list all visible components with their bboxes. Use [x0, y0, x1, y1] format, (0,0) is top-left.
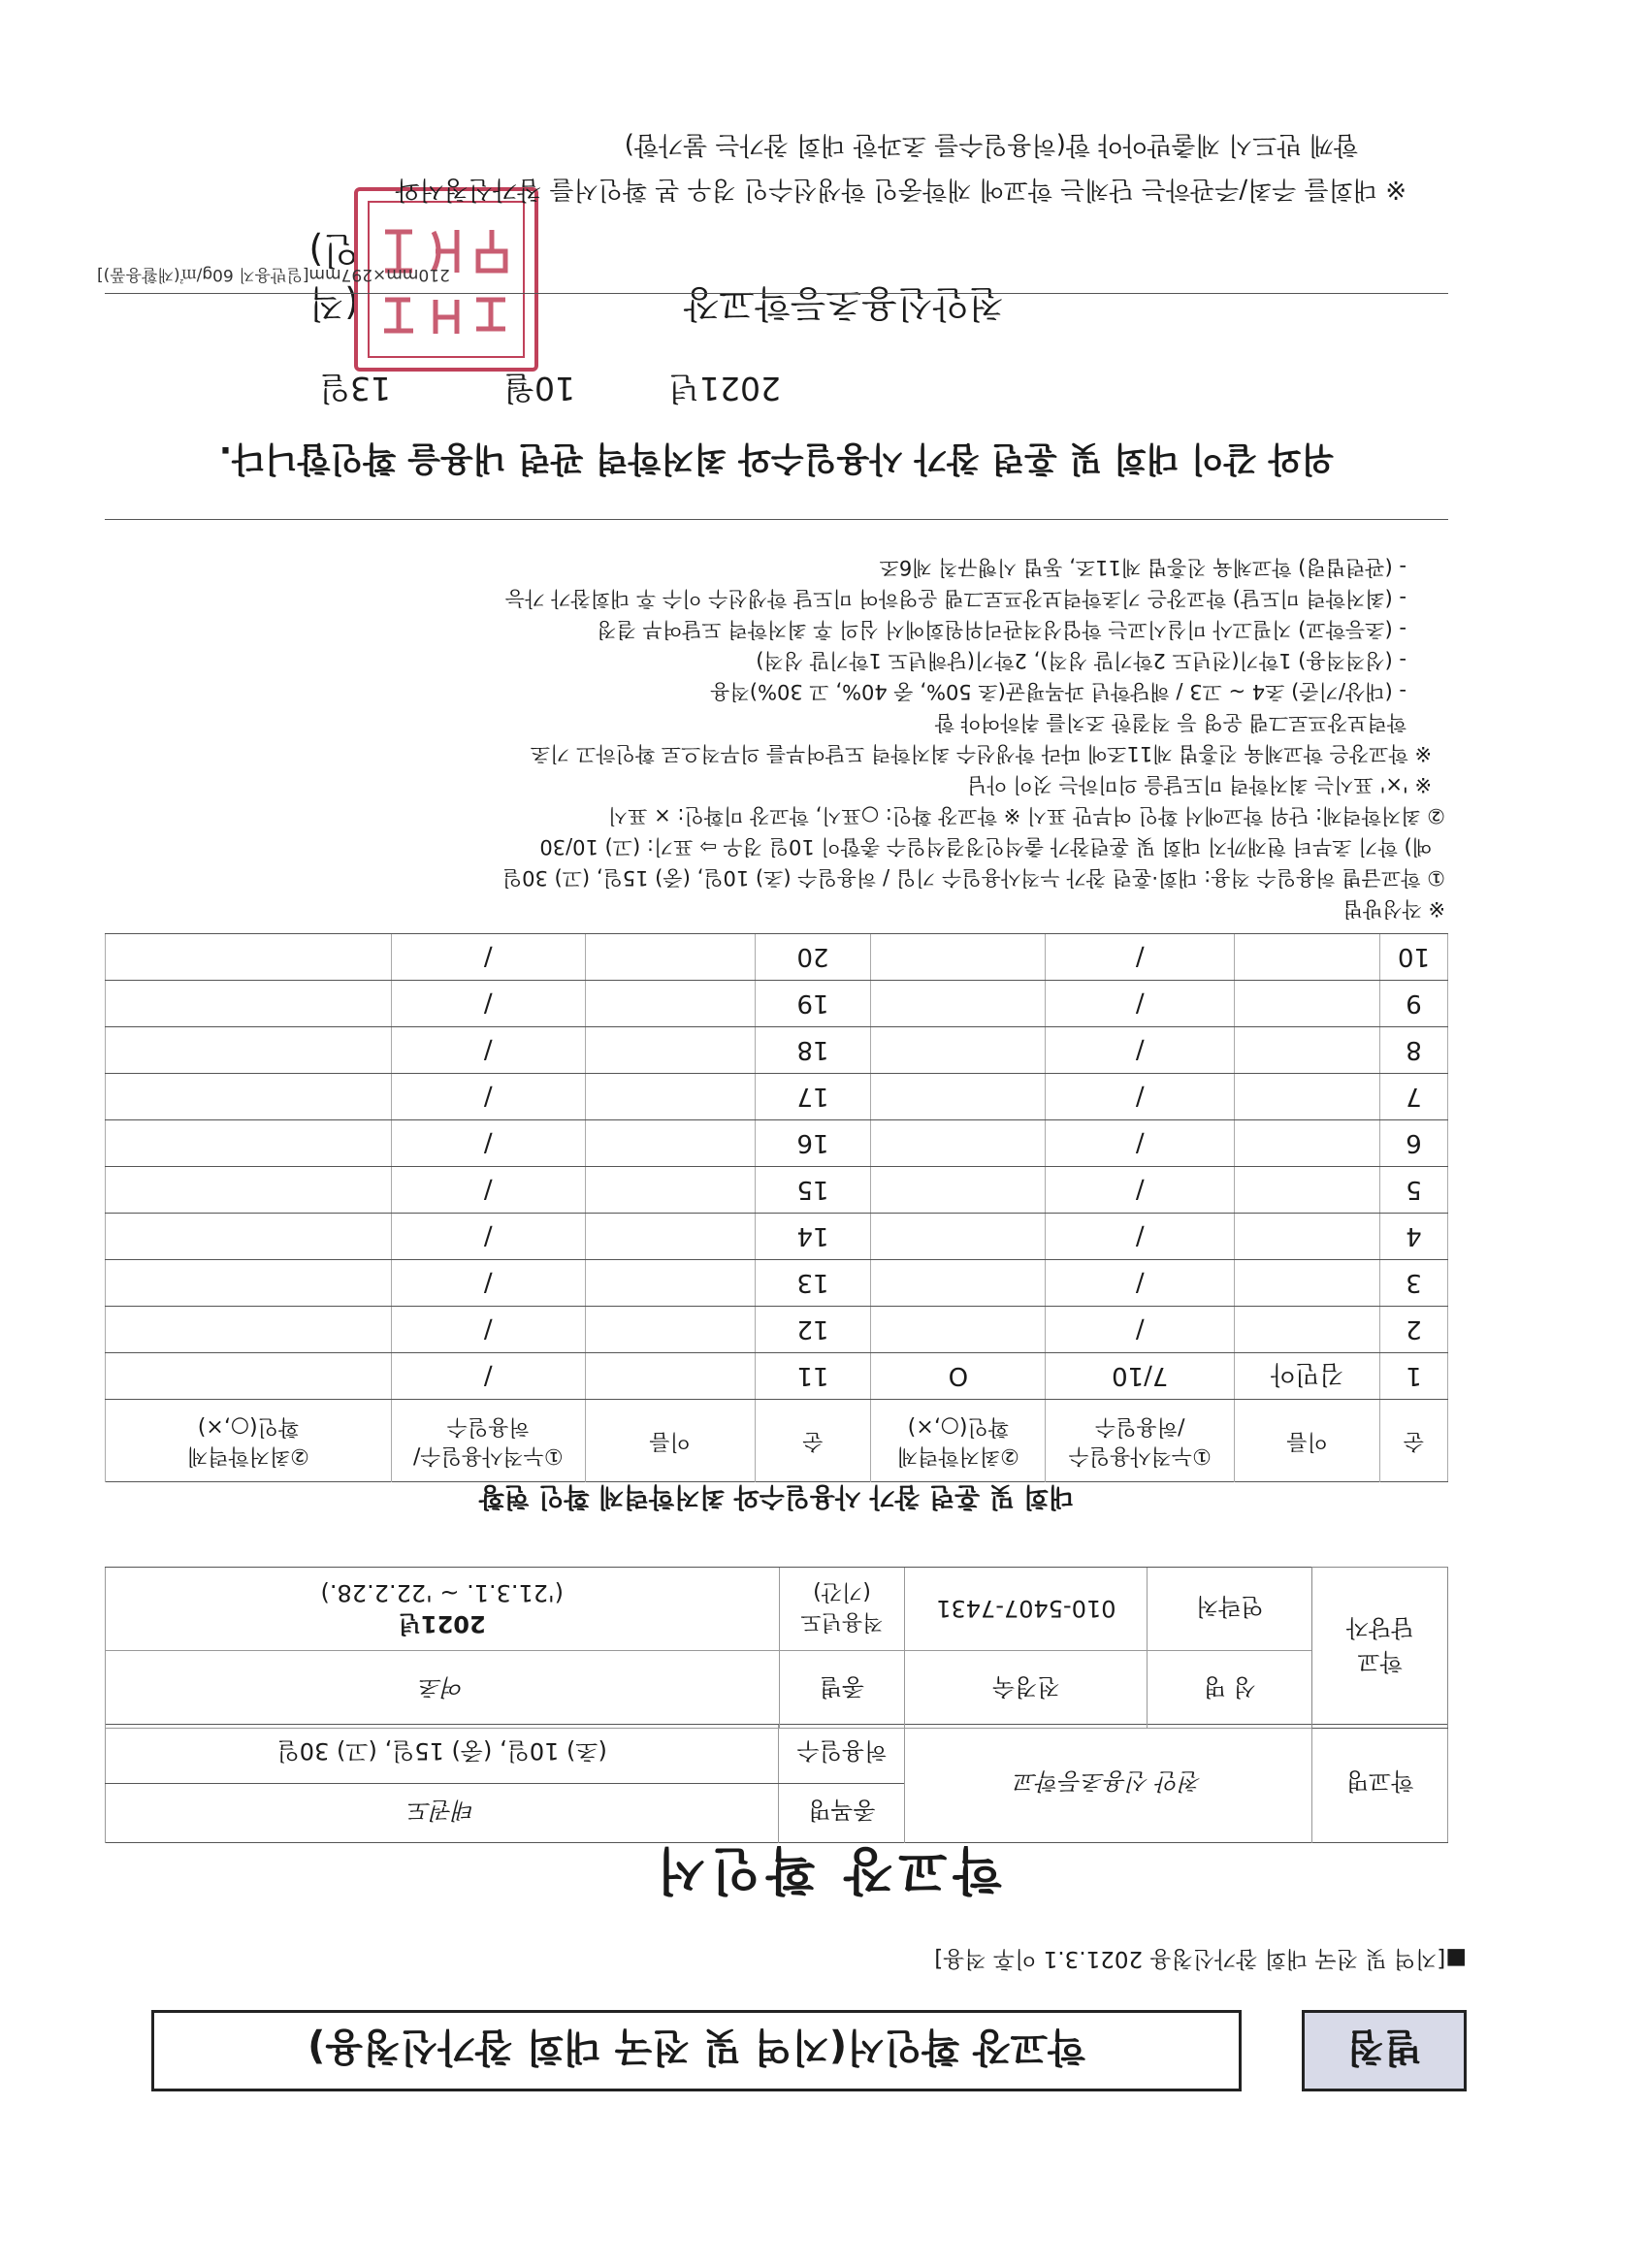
note-5: - (대상/기준) 초4 ~ 고3 / 해당학년 과목평균(초 50%, 중 40%, 고 30%)적용	[710, 680, 1406, 703]
contact-value: 010-5407-7431	[905, 1568, 1148, 1651]
table-cell: /	[1046, 1260, 1235, 1307]
table-cell	[1235, 981, 1380, 1027]
table-cell	[1235, 1167, 1380, 1214]
table-cell: /	[1046, 1120, 1235, 1167]
table-row	[106, 981, 1448, 1027]
divider	[105, 519, 1448, 520]
table-row	[106, 1027, 1448, 1074]
table-cell: 16	[755, 1120, 871, 1167]
table-cell: /	[1046, 1214, 1235, 1260]
column-header: ②최저학력제 확인(○,×)	[871, 1400, 1046, 1482]
event-value: 태권도	[106, 1784, 780, 1843]
allowed-days-value: (초) 10일, (중) 15일, (고) 30일	[106, 1725, 780, 1784]
grade-value: 여초	[106, 1651, 780, 1729]
table-cell	[871, 1167, 1046, 1214]
table-cell: /	[1046, 1027, 1235, 1074]
table-cell	[871, 1260, 1046, 1307]
table-cell: 20	[755, 934, 871, 981]
table-cell	[585, 1027, 755, 1074]
period-value	[106, 1568, 780, 1651]
table-cell	[1235, 1260, 1380, 1307]
table-cell	[106, 1120, 392, 1167]
event-label: 종목명	[779, 1784, 905, 1843]
column-header: ②최저학력제 확인(○,×)	[106, 1400, 392, 1482]
table-cell: /	[391, 934, 585, 981]
table-cell: /	[391, 1120, 585, 1167]
table-cell: 5	[1380, 1167, 1448, 1214]
table-cell: 10	[1380, 934, 1448, 981]
table-cell: 12	[755, 1307, 871, 1353]
table-cell: /	[1046, 1074, 1235, 1120]
instructions-heading: ※ 작성방법	[1342, 897, 1445, 921]
column-header: 이름	[1235, 1400, 1380, 1482]
usage-table-header	[106, 1400, 1448, 1482]
table-cell: 2	[1380, 1307, 1448, 1353]
note-7: - (초등학교) 지필고사 미실시교는 학업성적관리위원회에서 심의 후 최저학력 도달여부 결정	[597, 618, 1406, 641]
scope-note: ■[지역 및 전국 대회 참가신청용 2021.3.1 이후 적용]	[934, 1946, 1467, 1971]
instructions	[87, 552, 1445, 924]
period-year: 2021년	[398, 1610, 486, 1638]
column-header: 이름	[585, 1400, 755, 1482]
table-cell	[1235, 934, 1380, 981]
table-cell	[106, 934, 392, 981]
footnote	[68, 122, 1406, 211]
table-row	[106, 1260, 1448, 1307]
school-label: 학교명	[1312, 1725, 1448, 1843]
table-cell: /	[391, 1260, 585, 1307]
table-cell: O	[871, 1353, 1046, 1400]
table-row	[106, 1353, 1448, 1400]
table-cell: 1	[1380, 1353, 1448, 1400]
column-header: 순	[755, 1400, 871, 1482]
table-cell	[871, 981, 1046, 1027]
column-header: ①누적사용일수 /허용일수	[1046, 1400, 1235, 1482]
table-cell	[106, 1167, 392, 1214]
table-cell	[1235, 1307, 1380, 1353]
note-4: ※ 학교장은 학교체육 진흥법 제11조에 따라 학생선수 최저학력 도달여부를 의무적으로 확인하고 기초	[530, 742, 1432, 765]
table-cell	[871, 1027, 1046, 1074]
table-cell	[585, 1120, 755, 1167]
table-row	[106, 1074, 1448, 1120]
table-cell	[871, 1214, 1046, 1260]
school-name: 천안 신용초등학교	[905, 1725, 1312, 1843]
usage-table	[105, 933, 1448, 1482]
column-header: 순	[1380, 1400, 1448, 1482]
table-row	[106, 1214, 1448, 1260]
table-cell: 8	[1380, 1027, 1448, 1074]
table-cell: 17	[755, 1074, 871, 1120]
note-1b: 예) 학기 초부터 현재까지 대회 및 훈련참가 출석인정결석일수 총합이 10일 경우 ⇨ 표기: (고) 10/30	[539, 835, 1432, 859]
table-cell: 14	[755, 1214, 871, 1260]
table-row	[106, 1120, 1448, 1167]
paper-spec: 210mm×297mm[일반용지 60g/㎡(재활용품)]	[97, 265, 450, 284]
name-label: 성 명	[1148, 1651, 1312, 1729]
table-cell	[871, 934, 1046, 981]
table-cell	[1235, 1074, 1380, 1120]
divider-bottom	[105, 293, 1448, 294]
school-signature: 천안신용초등학교장	[683, 282, 1004, 325]
note-4b: 학력보장프로그램 운영 등 적절한 조치를 취하여야 함	[934, 711, 1406, 734]
form-title: 학교장 확인서(지역 및 전국 대회 참가신청용)	[151, 2010, 1242, 2091]
page-title: 학교장 확인서	[651, 1840, 1002, 1898]
table-cell	[585, 1353, 755, 1400]
table-cell	[585, 934, 755, 981]
table-cell	[106, 981, 392, 1027]
table-cell: 7/10	[1046, 1353, 1235, 1400]
table-cell: /	[391, 1353, 585, 1400]
attachment-tag: 별첨	[1302, 2010, 1467, 2091]
table-cell	[106, 1074, 392, 1120]
period-range: ('21.3.1. ~ '22.2.28.)	[320, 1579, 565, 1607]
table-cell: /	[1046, 1307, 1235, 1353]
table-cell: /	[1046, 981, 1235, 1027]
table-cell	[1235, 1027, 1380, 1074]
confirm-statement: 위와 같이 대회 및 훈련 참가 사용일수와 최저학력 관련 내용을 확인합니다.	[218, 438, 1335, 477]
table-cell	[585, 1167, 755, 1214]
note-2: ② 최저학력제: 단위 학교에서 확인 여부만 표시 ※ 학교장 확인: ○표시, 학교장 미확인: × 표시	[607, 804, 1445, 827]
table-cell: /	[391, 1167, 585, 1214]
table-cell	[585, 981, 755, 1027]
allowed-days-label: 허용일수	[779, 1725, 905, 1784]
table-row	[106, 1167, 1448, 1214]
table-cell	[106, 1353, 392, 1400]
table-cell	[871, 1074, 1046, 1120]
footnote-line-1: ※ 대회를 주최/주관하는 단체는 학교에 재학중인 학생선수인 경우 본 확인서를 참가신청서와	[395, 175, 1406, 204]
table-cell: 19	[755, 981, 871, 1027]
table-cell	[106, 1027, 392, 1074]
contact-label: 연락처	[1148, 1568, 1312, 1651]
table-cell	[106, 1214, 392, 1260]
seal-label: (직인)	[308, 229, 359, 325]
column-header: ①누적사용일수/ 허용일수	[391, 1400, 585, 1482]
table-cell: 6	[1380, 1120, 1448, 1167]
table-cell	[585, 1260, 755, 1307]
table-row	[106, 1307, 1448, 1353]
manager-info-table	[105, 1567, 1448, 1729]
note-3: ※ '×' 표시는 최저학력 미도달을 의미하는 것이 아님	[967, 773, 1432, 796]
date-year: 2021년	[668, 370, 781, 407]
note-1: ① 학교급별 허용일수 적용: 대회·훈련 참가 누적사용일수 기입 / 허용일수 (초) 10일, (중) 15일, (고) 30일	[501, 866, 1445, 890]
table-cell	[585, 1214, 755, 1260]
table-cell	[1235, 1214, 1380, 1260]
table-cell: 4	[1380, 1214, 1448, 1260]
note-9: - (관련법령) 학교체육 진흥법 제11조, 동법 시행규칙 제6조	[879, 556, 1406, 579]
footnote-line-2: 함께 반드시 제출받아야 함(허용일수를 초과한 대회 참가는 불가함)	[624, 130, 1358, 159]
table-cell	[871, 1307, 1046, 1353]
table-cell: /	[391, 1214, 585, 1260]
manager-label: 학교 담당자	[1312, 1568, 1448, 1729]
table-cell: /	[391, 1307, 585, 1353]
grade-label: 종별	[779, 1651, 905, 1729]
table-cell: /	[391, 981, 585, 1027]
table-cell	[106, 1307, 392, 1353]
note-8: - (최저학력 미도달) 학교장은 기초학력보장프로그램 운영하여 미도달 학생선수 이수 후 대회참가 가능	[504, 587, 1406, 610]
table-cell	[1235, 1120, 1380, 1167]
table-cell: 13	[755, 1260, 871, 1307]
period-label: 적용년도 (기간)	[779, 1568, 905, 1651]
usage-table-body	[106, 934, 1448, 1400]
table-cell: 15	[755, 1167, 871, 1214]
table-cell: /	[391, 1027, 585, 1074]
school-info-table	[105, 1724, 1448, 1843]
section-title: 대회 및 훈련 참가 사용일수와 최저학력제 확인 현황	[478, 1481, 1075, 1511]
table-cell: 3	[1380, 1260, 1448, 1307]
table-row	[106, 934, 1448, 981]
table-cell: 7	[1380, 1074, 1448, 1120]
table-cell	[871, 1120, 1046, 1167]
table-cell: 18	[755, 1027, 871, 1074]
table-cell	[585, 1307, 755, 1353]
table-cell: /	[1046, 934, 1235, 981]
table-cell: 9	[1380, 981, 1448, 1027]
table-cell	[106, 1260, 392, 1307]
date-month: 10월	[503, 370, 575, 407]
name-value: 전경숙	[905, 1651, 1148, 1729]
table-cell: /	[391, 1074, 585, 1120]
table-cell	[585, 1074, 755, 1120]
date-day: 13일	[319, 370, 391, 407]
table-cell: 김민아	[1235, 1353, 1380, 1400]
table-cell: /	[1046, 1167, 1235, 1214]
table-cell: 11	[755, 1353, 871, 1400]
note-6: - (성적적용) 1학기(전년도 2학기말 성적), 2학기(당해년도 1학기말 성적)	[756, 649, 1406, 672]
